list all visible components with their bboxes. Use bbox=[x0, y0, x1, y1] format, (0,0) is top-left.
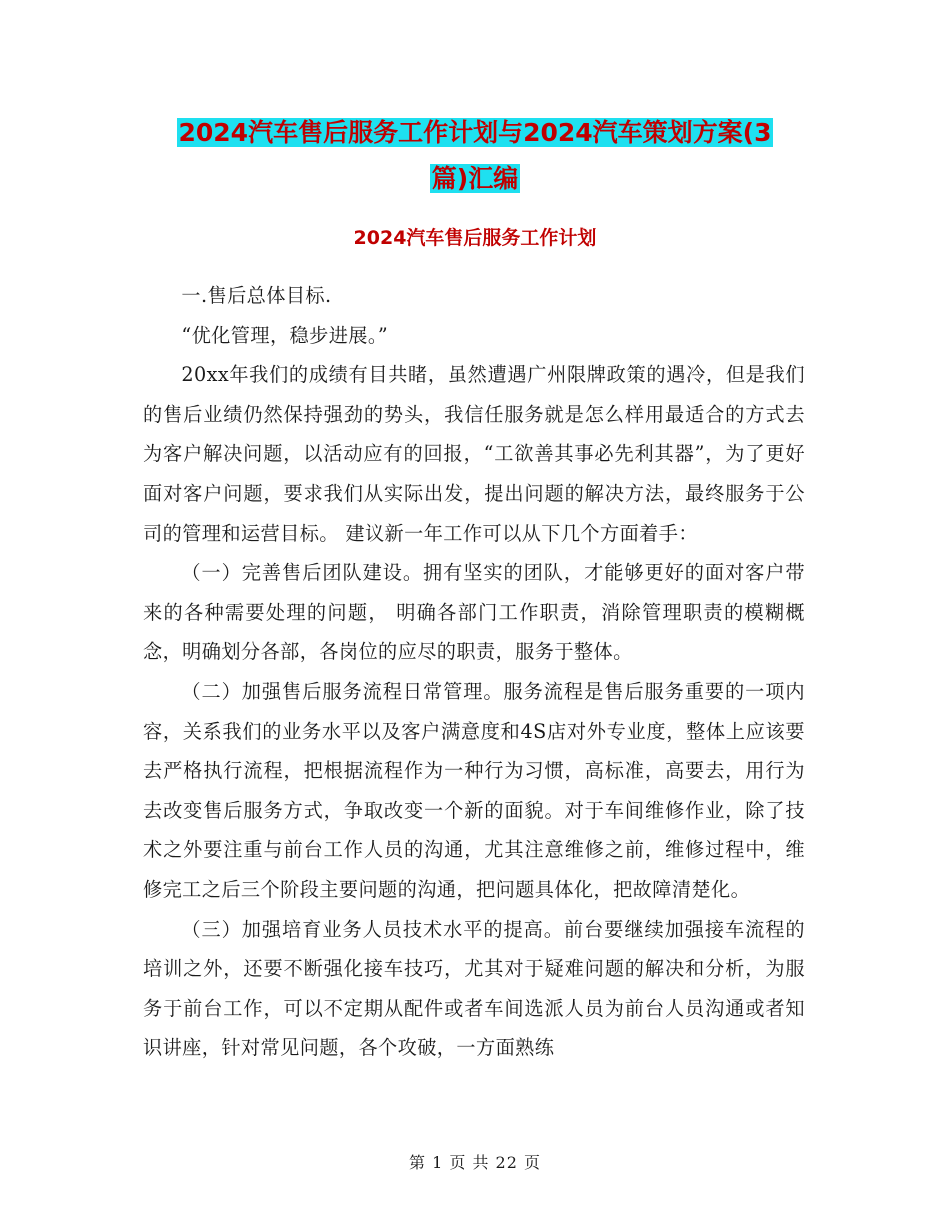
paragraph: （二）加强售后服务流程日常管理。服务流程是售后服务重要的一项内容，关系我们的业务水平以及客户满意度和4S店对外专业度，整体上应该要去严格执行流程，把根据流程作为一种行为习惯，高标准，高要去，用行为去改变售后服务方式，争取改变一个新的面貌。对于车间维修作业，除了技术之外要注重与前台工作人员的沟通，尤其注意维修之前，维修过程中，维修完工之后三个阶段主要问题的沟通，把问题具体化，把故障清楚化。 bbox=[143, 679, 805, 901]
paragraph: “优化管理，稳步进展。” bbox=[181, 323, 389, 347]
document-body bbox=[143, 276, 805, 1068]
paragraph: （一）完善售后团队建设。拥有坚实的团队，才能够更好的面对客户带来的各种需要处理的问题， 明确各部门工作职责，消除管理职责的模糊概念，明确划分各部，各岗位的应尽的职责，服务于整体。 bbox=[143, 561, 805, 664]
section-title: 2024汽车售后服务工作计划 bbox=[353, 227, 597, 249]
page-number-footer: 第 1 页 共 22 页 bbox=[409, 1153, 541, 1172]
paragraph: （三）加强培育业务人员技术水平的提高。前台要继续加强接车流程的培训之外，还要不断强化接车技巧，尤其对于疑难问题的解决和分析，为服务于前台工作，可以不定期从配件或者车间选派人员为前台人员沟通或者知识讲座，针对常见问题，各个攻破，一方面熟练 bbox=[143, 917, 805, 1060]
paragraph: 一.售后总体目标. bbox=[181, 284, 332, 307]
document-title bbox=[140, 110, 810, 202]
paragraph: 20xx年我们的成绩有目共睹，虽然遭遇广州限牌政策的遇冷，但是我们的售后业绩仍然保持强劲的势头，我信任服务就是怎么样用最适合的方式去为客户解决问题，以活动应有的回报，“工欲善其事必先利其器”，为了更好面对客户问题，要求我们从实际出发，提出问题的解决方法，最终服务于公司的管理和运营目标。 建议新一年工作可以从下几个方面着手： bbox=[143, 363, 805, 545]
title-line-2: 篇)汇编 bbox=[431, 164, 519, 193]
title-line-1: 2024汽车售后服务工作计划与2024汽车策划方案(3 bbox=[178, 118, 772, 147]
